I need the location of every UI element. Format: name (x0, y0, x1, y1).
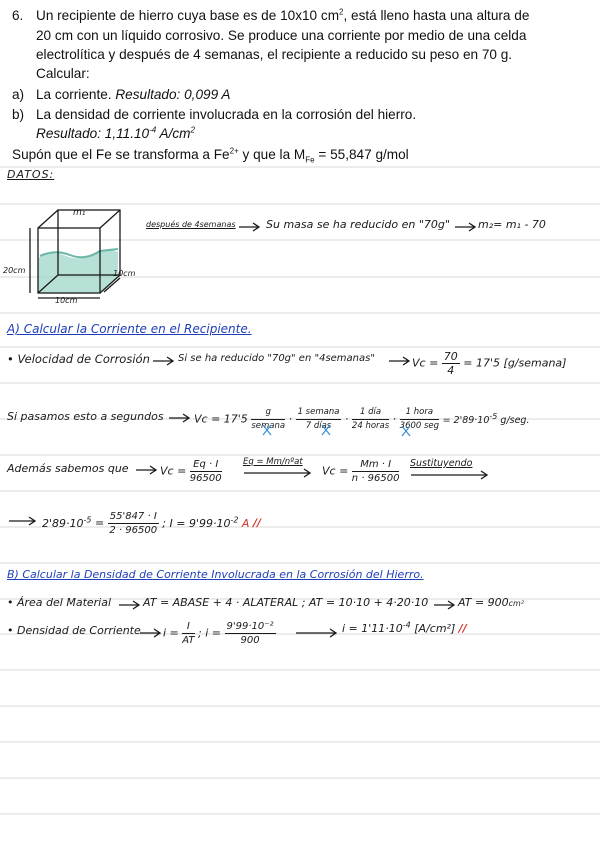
item-b-result (36, 124, 195, 144)
item-a-result: Resultado: 0,099 A (115, 87, 231, 102)
problem-line-1-sup: 2 (339, 7, 344, 17)
dens-sep: ; (198, 626, 202, 640)
sub-fraction (108, 510, 159, 537)
arrow-icon (295, 628, 339, 638)
seconds-result-sup: -5 (489, 411, 498, 421)
know-vc2: Vc = (322, 464, 349, 478)
after-label: después de 4semanas (146, 220, 236, 229)
arrow-icon (168, 413, 192, 423)
item-b-result-a: Resultado: 1,11.10 (36, 126, 150, 141)
know2-fraction (352, 458, 400, 485)
item-b-label: b) (12, 107, 25, 122)
seconds-result-unit: g/seg. (497, 414, 530, 426)
know2-num: Mm · I (352, 458, 400, 472)
velocity-den: 4 (447, 364, 455, 377)
sub-result-sup: -2 (230, 514, 239, 524)
area-unit: cm² (508, 599, 525, 608)
cancel-marks-icon (258, 422, 578, 444)
f1-den: semana (251, 421, 286, 431)
f2-num: 1 semana (296, 406, 342, 420)
know-label: Además sabemos que (7, 462, 129, 475)
area-result (458, 596, 524, 609)
sub-eq: = (95, 516, 105, 530)
arrow-icon (135, 465, 159, 475)
sub-den: 2 · 96500 (109, 525, 158, 536)
problem-line-3: electrolítica y después de 4 semanas, el recipiente a reducido su peso en 70 g. (36, 47, 513, 62)
velocity-formula (412, 350, 566, 377)
problem-number: 6. (12, 8, 24, 23)
dens-label: • Densidad de Corriente (7, 624, 141, 637)
velocity-result: = 17'5 [g/semana] (463, 356, 567, 370)
check-mark-a: // (252, 516, 262, 530)
know-formula (160, 458, 222, 485)
sub-result-main: I = 9'99·10 (169, 516, 231, 530)
item-a-text: La corriente. (36, 87, 116, 102)
item-b-result-sup2: 2 (190, 125, 195, 135)
datos-title: DATOS: (7, 168, 55, 181)
dot-1: · (288, 412, 293, 426)
dens2-num: 9'99·10⁻² (226, 621, 274, 632)
seconds-vc: Vc = 17'5 (194, 412, 248, 426)
f4-den: 3600 seg (399, 421, 440, 431)
velocity-lhs: Vc = (412, 356, 439, 370)
sub-result-unit: A (238, 516, 250, 530)
dens-i2: i = (205, 626, 222, 640)
arrow-icon (118, 600, 142, 610)
area-text: AT = ABASE + 4 · ALATERAL ; AT = 10·10 + 4·20·10 (143, 596, 429, 609)
item-a (36, 85, 230, 105)
area-result-main: AT = 900 (458, 596, 509, 609)
know-den: 96500 (189, 473, 222, 484)
problem-line-1a: Un recipiente de hierro cuya base es de 10x10 cm (36, 8, 340, 23)
arrow-icon (238, 222, 262, 232)
velocity-label: • Velocidad de Corrosión (7, 352, 150, 366)
arrow-icon (152, 356, 176, 366)
arrow-icon (410, 470, 490, 480)
problem-line-1 (36, 6, 529, 26)
substitute-formula (42, 510, 261, 537)
after-text: Su masa se ha reducido en "70g" (266, 218, 450, 231)
item-b-result-sup: -4 (149, 125, 157, 135)
know-fraction (190, 458, 222, 485)
dens-result-sup: -4 (402, 620, 411, 630)
dens2-fraction (225, 620, 276, 647)
box-depth-label: 10cm (113, 269, 136, 278)
box-height-label: 20cm (3, 266, 26, 275)
f4-num: 1 hora (400, 406, 439, 420)
f3-num: 1 día (352, 406, 389, 420)
dot-2: · (344, 412, 349, 426)
know-num: Eq · I (190, 458, 222, 472)
suppose-c: = 55,847 g/mol (314, 147, 409, 162)
box-top-label: m₁ (73, 208, 86, 218)
problem-line-4: Calcular: (36, 66, 90, 81)
item-a-label: a) (12, 87, 25, 102)
sub-lhs (42, 514, 92, 530)
arrow-icon (8, 516, 38, 526)
velocity-num: 70 (443, 350, 458, 363)
dens2-den: 900 (240, 635, 260, 646)
sub-lhs-main: 2'89·10 (42, 516, 84, 530)
know-vc: Vc = (160, 464, 187, 478)
sub-lhs-sup: -5 (83, 514, 92, 524)
sub-result (169, 514, 250, 530)
item-b-text: La densidad de corriente involucrada en la corrosión del hierro. (36, 107, 417, 122)
arrow-icon (388, 356, 412, 366)
arrow-icon (243, 468, 313, 478)
after-result: m₂= m₁ - 70 (478, 218, 546, 231)
arrow-icon (433, 600, 457, 610)
dens-den: AT (182, 635, 195, 646)
suppose-a: Supón que el Fe se transforma a Fe (12, 147, 230, 162)
part-a-title: A) Calcular la Corriente en el Recipiente. (7, 322, 252, 336)
eq-def: Eq = Mm/nºat (243, 457, 303, 467)
velocity-text: Si se ha reducido "70g" en "4semanas" (178, 353, 375, 364)
dens-result-unit: [A/cm²] (410, 622, 456, 635)
suppose-line (12, 145, 409, 165)
suppose-sup: 2+ (229, 146, 239, 156)
dens-result-main: i = 1'11·10 (342, 622, 403, 635)
problem-line-1b: , está lleno hasta una altura de (343, 8, 530, 23)
dens-i: i = (163, 626, 179, 640)
dot-3: · (392, 412, 397, 426)
part-b-title: B) Calcular la Densidad de Corriente Involucrada en la Corrosión del Hierro. (7, 568, 424, 581)
problem-line-2: 20 cm con un líquido corrosivo. Se produce una corriente por medio de una celda (36, 28, 527, 43)
arrow-icon (139, 628, 163, 638)
sub-num: 55'847 · I (109, 511, 157, 522)
dens-formula (163, 620, 276, 647)
f3-den: 24 horas (351, 421, 390, 431)
area-label: • Área del Material (7, 596, 112, 609)
know2-formula (322, 458, 399, 485)
suppose-sub: Fe (305, 155, 315, 165)
dens-fraction (182, 620, 194, 647)
check-mark-b: // (458, 622, 467, 635)
dens-num: I (182, 620, 194, 634)
f1-num: g (251, 406, 285, 420)
item-b-result-b: A/cm (156, 126, 191, 141)
know2-den: n · 96500 (351, 473, 400, 484)
dens-result (342, 622, 467, 635)
velocity-fraction (442, 350, 460, 377)
box-width-label: 10cm (55, 296, 78, 305)
sub-sep: ; (162, 516, 166, 530)
arrow-icon (454, 222, 478, 232)
f2-den: 7 días (305, 421, 332, 431)
seconds-result-main: = 2'89·10 (442, 414, 490, 426)
suppose-b: y que la M (238, 147, 306, 162)
substitute-label: Sustituyendo (410, 458, 473, 469)
seconds-label: Si pasamos esto a segundos (7, 410, 164, 423)
